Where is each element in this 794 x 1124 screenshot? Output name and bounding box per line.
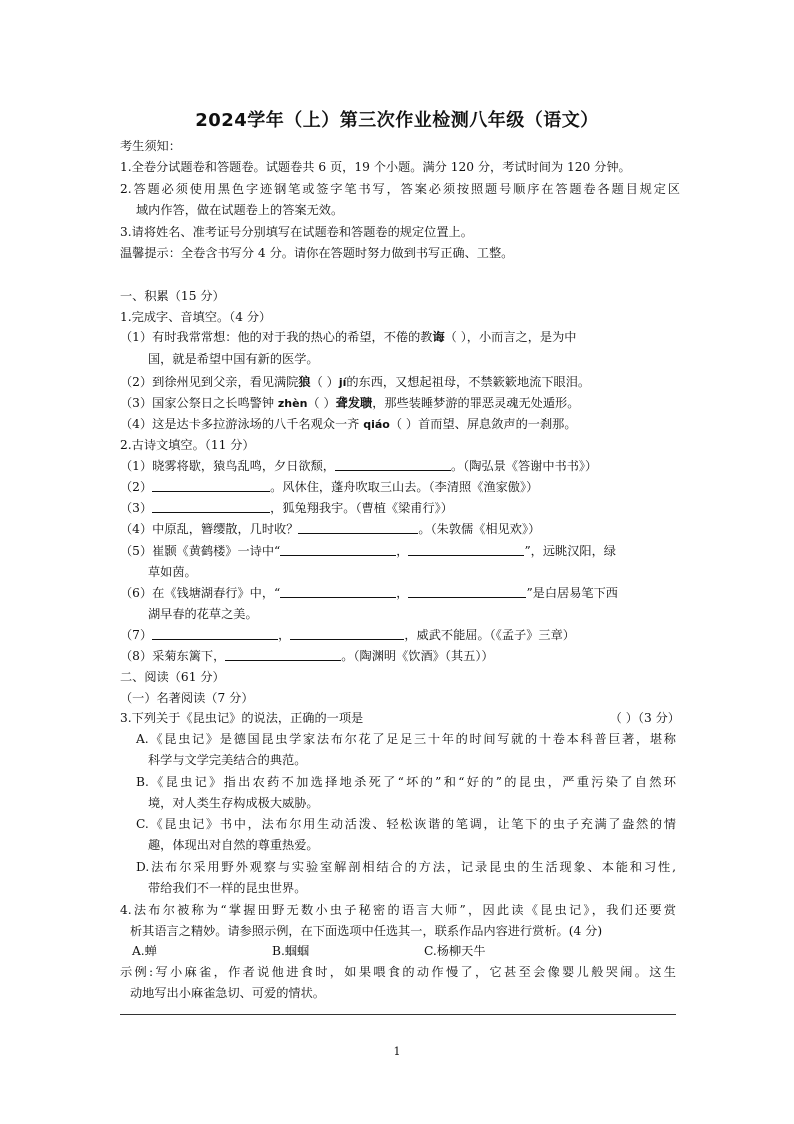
q3-option: C.《昆虫记》书中，法布尔用生动活泼、轻松诙谐的笔调，让笔下的虫子充满了盎然的情 [136, 817, 676, 831]
answer-blank[interactable] [152, 479, 270, 492]
q4-choices [132, 941, 680, 961]
exam-title: 2024学年（上）第三次作业检测八年级（语文） [195, 110, 599, 131]
answer-blank[interactable] [280, 585, 396, 598]
notice-item: 域内作答，做在试题卷上的答案无效。 [136, 203, 344, 217]
question-stem: 1.完成字、音填空。（4 分） [120, 310, 272, 324]
q4-stem: 析其语言之精妙。请参照示例，在下面选项中任选其一，联系作品内容进行赏析。(4 分) [130, 924, 603, 938]
page-number: 1 [393, 1045, 401, 1058]
answer-blank[interactable] [298, 521, 418, 534]
q2-item: 草如茵。 [148, 565, 197, 579]
notice-tip: 温馨提示：全卷含书写分 4 分。请你在答题时努力做到书写正确、工整。 [120, 246, 514, 260]
q3-option: 境，对人类生存构成极大威胁。 [148, 796, 319, 810]
q3-option: D.法布尔采用野外观察与实验室解剖相结合的方法，记录昆虫的生活现象、本能和习性, [136, 860, 676, 874]
q3-option: 带给我们不一样的昆虫世界。 [148, 881, 307, 895]
answer-blank[interactable] [408, 585, 526, 598]
section-heading: 一、积累（15 分） [120, 289, 225, 303]
q2-item: （7） ， ，威武不能屈。（《孟子》三章） [120, 628, 575, 642]
q4-choice: B.蝈蝈 [272, 944, 310, 958]
notice-heading: 考生须知： [120, 139, 181, 153]
q3-score: （ ）（3 分） [609, 711, 680, 725]
q4-choice: A.蝉 [132, 944, 157, 958]
footer-divider [120, 1014, 676, 1015]
q1-item: （2）到徐州见到父亲，看见满院狼（ ）jí的东西，又想起祖母，不禁簌簌地流下眼泪。 [120, 375, 591, 389]
answer-blank[interactable] [280, 543, 396, 556]
q3-option: B.《昆虫记》指出农药不加选择地杀死了“坏的”和“好的”的昆虫，严重污染了自然环 [136, 775, 676, 789]
answer-blank[interactable] [152, 500, 270, 513]
answer-blank[interactable] [335, 458, 451, 471]
q2-item: （6）在《钱塘湖春行》中，“ ， ”是白居易笔下西 [120, 586, 618, 600]
q4-choice: C.杨柳天牛 [424, 944, 486, 958]
q2-item: 湖早春的花草之美。 [148, 607, 258, 621]
subsection-heading: （一）名著阅读（7 分） [120, 691, 254, 705]
answer-blank[interactable] [408, 543, 524, 556]
q3-stem-line: 3.下列关于《昆虫记》的说法，正确的一项是 （ ）（3 分） [120, 708, 680, 728]
answer-blank[interactable] [152, 627, 278, 640]
q2-item: （4）中原乱，簪缨散，几时收？ 。（朱敦儒《相见欢》） [120, 522, 541, 536]
q4-example: 示例:写小麻雀，作者说他进食时，如果喂食的动作慢了，它甚至会像婴儿般哭闹。这生 [120, 965, 676, 979]
q4-stem: 4.法布尔被称为“掌握田野无数小虫子秘密的语言大师”，因此读《昆虫记》，我们还要赏 [120, 903, 676, 917]
q3-option: 趣，体现出对自然的尊重热爱。 [148, 838, 319, 852]
answer-blank[interactable] [225, 648, 341, 661]
answer-blank[interactable] [290, 627, 404, 640]
q4-example: 动地写出小麻雀急切、可爱的情状。 [130, 986, 325, 1000]
section-heading: 二、阅读（61 分） [120, 670, 225, 684]
q2-item: （8）采菊东篱下， 。（陶渊明《饮酒》（其五）） [120, 649, 494, 663]
notice-item: 2.答题必须使用黑色字迹钢笔或签字笔书写，答案必须按照题号顺序在答题卷各题目规定区 [120, 182, 680, 196]
q1-item: （3）国家公祭日之长鸣警钟 zhèn（ ）聋发聩，那些装睡梦游的罪恶灵魂无处遁形。 [120, 396, 580, 410]
q1-item: （4）这是达卡多拉游泳场的八千名观众一齐 qiáo（ ）首而望、屏息敛声的一刹那。 [120, 417, 577, 431]
notice-item: 1.全卷分试题卷和答题卷。试题卷共 6 页，19 个小题。满分 120 分，考试时间为 120 分钟。 [120, 160, 631, 174]
q2-item: （2） 。风休住，蓬舟吹取三山去。（李清照《渔家傲》） [120, 480, 539, 494]
q1-item: （1）有时我常常想：他的对于我的热心的希望，不倦的教诲（ ），小而言之，是为中 [120, 330, 577, 344]
q1-item: 国，就是希望中国有新的医学。 [148, 352, 319, 366]
q2-item: （5）崔颢《黄鹤楼》一诗中“ ， ”，远眺汉阳，绿 [120, 544, 616, 558]
question-stem: 2.古诗文填空。（11 分） [120, 438, 255, 452]
q3-option: 科学与文学完美结合的典范。 [148, 753, 307, 767]
notice-item: 3.请将姓名、准考证号分别填写在试题卷和答题卷的规定位置上。 [120, 225, 473, 239]
q2-item: （3） ，狐兔翔我宇。（曹植《梁甫行》） [120, 501, 453, 515]
q3-option: A.《昆虫记》是德国昆虫学家法布尔花了足足三十年的时间写就的十卷本科普巨著，堪称 [136, 732, 676, 746]
q2-item: （1）晓雾将歇，猿鸟乱鸣，夕日欲颓， 。（陶弘景《答谢中书书》） [120, 459, 598, 473]
